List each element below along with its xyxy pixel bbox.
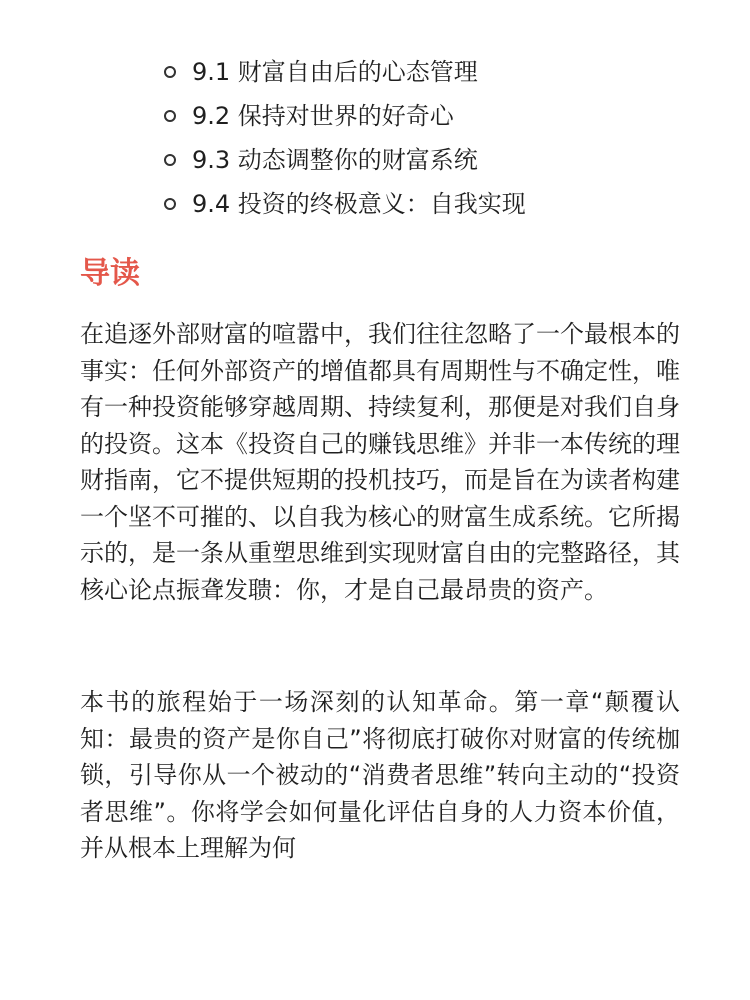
section-heading: 导读: [80, 256, 140, 291]
hollow-circle-bullet-icon: [164, 154, 176, 166]
toc-item: [160, 182, 526, 226]
hollow-circle-bullet-icon: [164, 66, 176, 78]
toc-item: [160, 50, 526, 94]
toc-item-label: 9.4 投资的终极意义：自我实现: [192, 190, 526, 218]
toc-item-label: 9.2 保持对世界的好奇心: [192, 102, 454, 130]
toc-item: [160, 94, 526, 138]
toc-item-label: 9.3 动态调整你的财富系统: [192, 146, 478, 174]
table-of-contents: [160, 50, 526, 226]
intro-paragraph: 本书的旅程始于一场深刻的认知革命。第一章“颠覆认知：最贵的资产是你自己”将彻底打破你对财富的传统枷锁，引导你从一个被动的“消费者思维”转向主动的“投资者思维”。你将学会如何量化评估自身的人力资本价值，并从根本上理解为何: [80, 688, 680, 862]
hollow-circle-bullet-icon: [164, 198, 176, 210]
toc-item: [160, 138, 526, 182]
intro-paragraph: 在追逐外部财富的喧嚣中，我们往往忽略了一个最根本的事实：任何外部资产的增值都具有周期性与不确定性，唯有一种投资能够穿越周期、持续复利，那便是对我们自身的投资。这本《投资自己的赚钱思维》并非一本传统的理财指南，它不提供短期的投机技巧，而是旨在为读者构建一个坚不可摧的、以自我为核心的财富生成系统。它所揭示的，是一条从重塑思维到实现财富自由的完整路径，其核心论点振聋发聩：你，才是自己最昂贵的资产。: [80, 320, 680, 604]
toc-item-label: 9.1 财富自由后的心态管理: [192, 58, 478, 86]
hollow-circle-bullet-icon: [164, 110, 176, 122]
